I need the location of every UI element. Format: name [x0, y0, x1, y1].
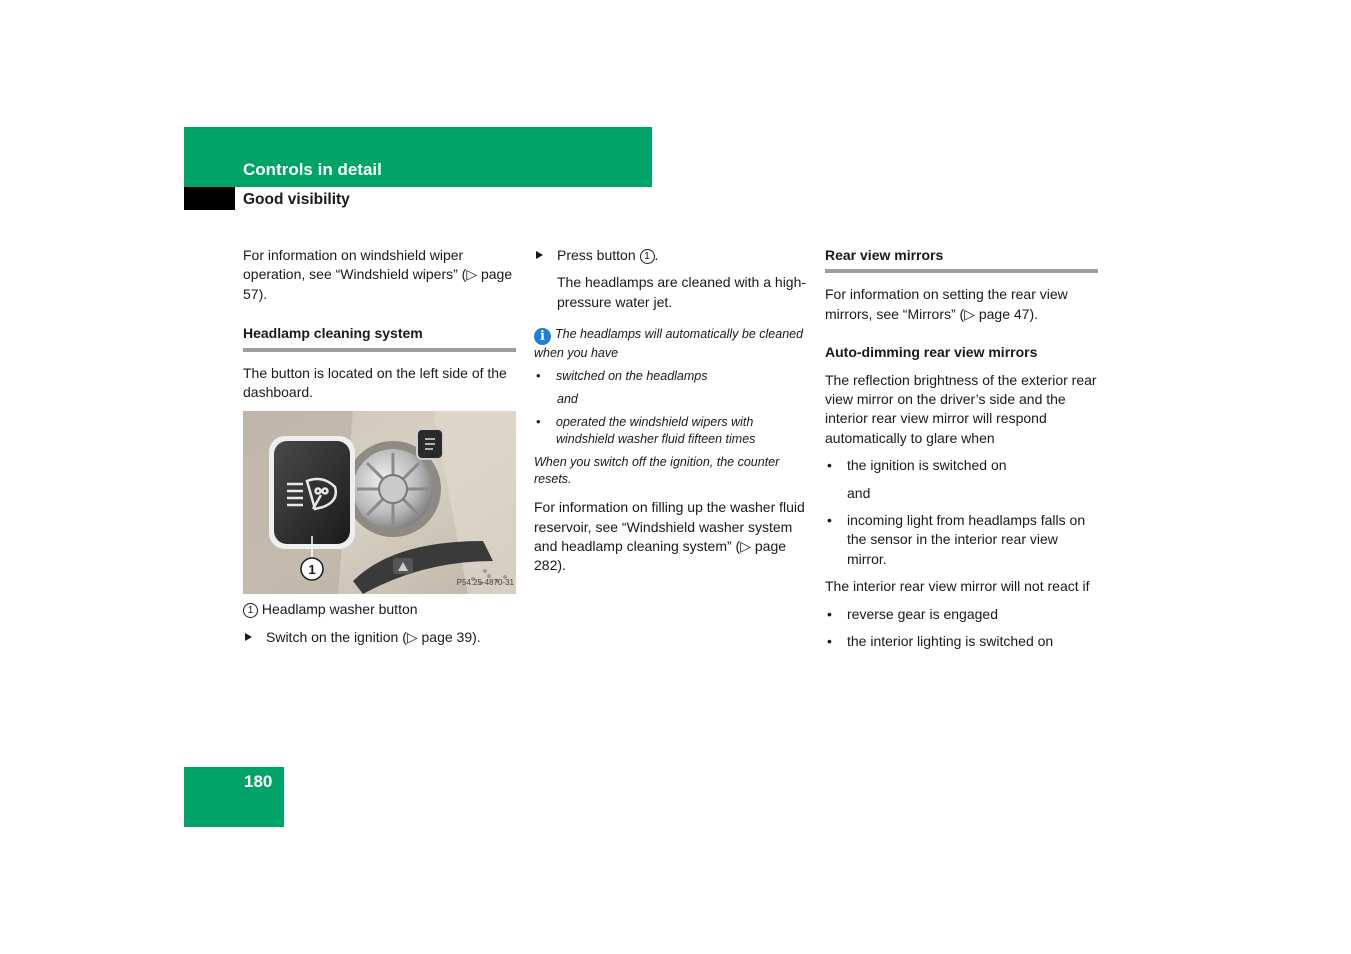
bullet-reverse-gear-text: reverse gear is engaged — [847, 605, 998, 622]
note-bullet-wipers — [534, 414, 807, 448]
dashboard-illustration — [243, 411, 516, 594]
section-subtitle: Good visibility — [243, 191, 350, 208]
step-switch-ignition-text: Switch on the ignition (▷ page 39). — [266, 628, 481, 645]
triangle-bullet-icon — [245, 633, 252, 641]
not-react-text: The interior rear view mirror will not react if — [825, 578, 1090, 595]
washer-fluid-info: For information on filling up the washer fluid reservoir, see “Windshield washer system and headlamp cleaning system” (▷ page 282). — [534, 499, 805, 574]
info-note — [534, 326, 807, 362]
bullet-dot: • — [827, 512, 832, 529]
note-counter-reset: When you switch off the ignition, the counter resets. — [534, 455, 780, 487]
bullet-ignition-text: the ignition is switched on — [847, 457, 1007, 474]
callout-number-icon: 1 — [640, 249, 655, 264]
callout-number-icon: 1 — [243, 603, 258, 618]
chapter-title: Controls in detail — [243, 160, 382, 179]
button-location-text: The button is located on the left side of the dashboard. — [243, 364, 507, 401]
bullet-reverse-gear — [825, 605, 1098, 624]
headlamp-cleaning-heading: Headlamp cleaning system — [243, 324, 516, 351]
note-bullet-wipers-text: operated the windshield wipers with windshield washer fluid fifteen times — [556, 415, 756, 447]
caption-text: Headlamp washer button — [261, 601, 418, 618]
bullet-interior-lighting-text: the interior lighting is switched on — [847, 633, 1054, 650]
section-tab-marker — [184, 187, 235, 210]
bullet-dot: • — [827, 605, 832, 622]
column-left — [243, 246, 516, 647]
bullet-headlamp-light — [825, 511, 1098, 569]
bullet-ignition — [825, 456, 1098, 475]
headlamp-washer-photo — [243, 411, 516, 594]
triangle-bullet-icon — [536, 251, 543, 259]
mirrors-info-text: For information on setting the rear view mirrors, see “Mirrors” (▷ page 47). — [825, 286, 1068, 322]
bullet-interior-lighting — [825, 632, 1098, 651]
step-switch-ignition — [243, 628, 516, 647]
note-and: and — [557, 392, 578, 407]
photo-caption — [243, 600, 516, 619]
wiper-info-text: For information on windshield wiper operation, see “Windshield wipers” (▷ page 57). — [243, 247, 513, 302]
info-note-text: The headlamps will automatically be cleaned when you have — [534, 327, 804, 361]
step-press-button-text: Press button — [557, 247, 640, 263]
page-number: 180 — [244, 772, 273, 791]
bullet-dot: • — [536, 415, 541, 430]
bullet-dot: • — [827, 633, 832, 650]
bullet-dot: • — [536, 369, 541, 384]
headlamps-cleaned-text: The headlamps are cleaned with a high-pressure water jet. — [557, 274, 807, 310]
column-middle — [534, 246, 807, 576]
and-text: and — [847, 484, 871, 501]
reflection-text: The reflection brightness of the exterior rear view mirror on the driver’s side and the interior rear view mirror will respond automatically to glare when — [825, 371, 1097, 446]
info-icon: i — [534, 328, 551, 345]
note-bullet-headlamps — [534, 368, 807, 385]
photo-reference-code: P54.25-4870-31 — [456, 578, 514, 588]
bullet-headlamp-light-text: incoming light from headlamps falls on the sensor in the interior rear view mirror. — [847, 512, 1086, 567]
note-bullet-headlamps-text: switched on the headlamps — [556, 369, 708, 384]
step-press-button — [534, 246, 807, 265]
callout-number-label: 1 — [308, 562, 316, 578]
step-press-button-suffix: . — [654, 247, 659, 263]
column-right — [825, 246, 1098, 652]
auto-dimming-heading: Auto-dimming rear view mirrors — [825, 344, 1038, 361]
rear-view-mirrors-heading: Rear view mirrors — [825, 246, 1098, 273]
bullet-dot: • — [827, 457, 832, 474]
